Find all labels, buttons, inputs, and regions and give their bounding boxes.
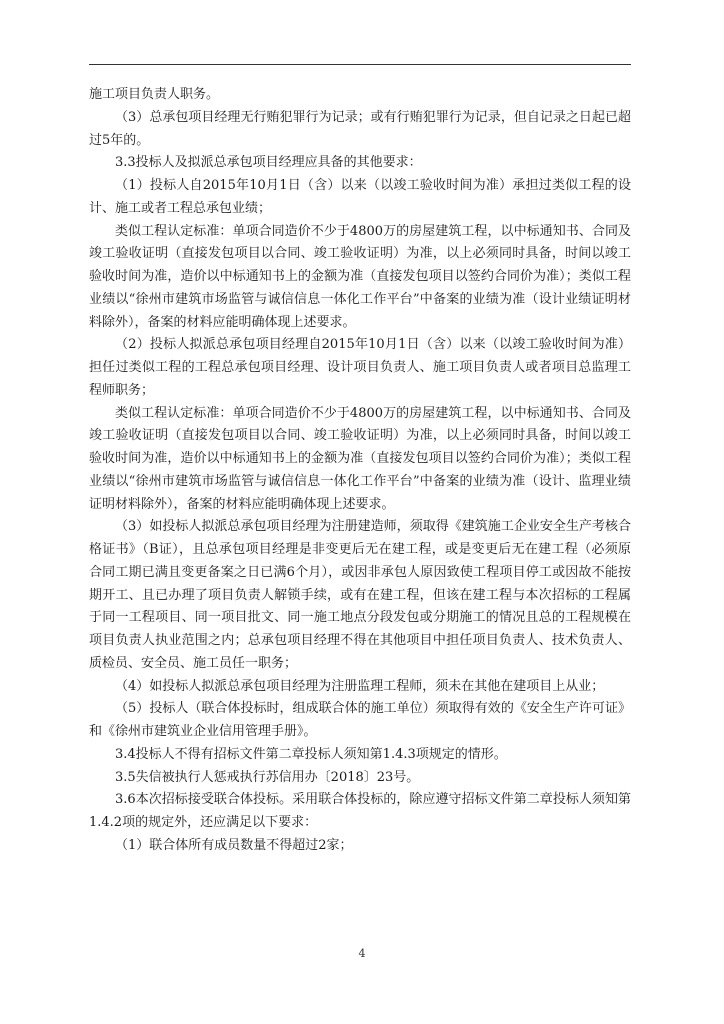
paragraph-p9: （4）如投标人拟派总承包项目经理为注册监理工程师，须未在其他在建项目上从业； [115,678,605,694]
paragraph-p12: 3.5失信被执行人惩戒执行苏信用办〔2018〕23号。 [115,769,420,785]
paragraph-p8: （3）如投标人拟派总承包项目经理为注册建造师，须取得《建筑施工企业安全生产考核合格证书》（B证），且总承包项目经理是非变更后无在建工程，或是变更后无在建工程（必须原合同工期已满且变更备案之日已满6个月），或因非承包人原因致使工程项目停工或因故不能按期开工、且已办理了项目负责人解锁手续，或有在建工程，但该在建工程与本次招标的工程属于同一工程项目、同一项目批文、同一施工地点分段发包或分期施工的情况且总的工程规模在项目负责人执业范围之内；总承包项目经理不得在其他项目中担任项目负责人、技术负责人、质检员、安全员、施工员任一职务； [89,519,631,671]
body-text [89,84,631,858]
paragraph-p5: 类似工程认定标准：单项合同造价不少于4800万的房屋建筑工程，以中标通知书、合同及竣工验收证明（直接发包项目以合同、竣工验收证明）为准，以上必须同时具备，时间以竣工验收时间为准，造价以中标通知书上的金额为准（直接发包项目以签约合同价为准）；类似工程业绩以“徐州市建筑市场监管与诚信信息一体化工作平台”中备案的业绩为准（设计业绩证明材料除外），备案的材料应能明确体现上述要求。 [89,223,631,330]
page-number: 4 [358,947,366,960]
paragraph-p10: （5）投标人（联合体投标时，组成联合体的施工单位）须取得有效的《安全生产许可证》和《徐州市建筑业企业信用管理手册》。 [89,701,631,739]
paragraph-p3: 3.3投标人及拟派总承包项目经理应具备的其他要求： [115,155,422,171]
paragraph-p7: 类似工程认定标准：单项合同造价不少于4800万的房屋建筑工程，以中标通知书、合同及竣工验收证明（直接发包项目以合同、竣工验收证明）为准，以上必须同时具备，时间以竣工验收时间为准，造价以中标通知书上的金额为准（直接发包项目以签约合同价为准）；类似工程业绩以“徐州市建筑市场监管与诚信信息一体化工作平台”中备案的业绩为准（设计、监理业绩证明材料除外），备案的材料应能明确体现上述要求。 [89,405,631,512]
paragraph-p1: 施工项目负责人职务。 [89,87,220,102]
paragraph-p11: 3.4投标人不得有招标文件第二章投标人须知第1.4.3项规定的情形。 [115,746,507,762]
paragraph-p13: 3.6本次招标接受联合体投标。采用联合体投标的，除应遵守招标文件第二章投标人须知第1.4.2项的规定外，还应满足以下要求： [89,792,631,830]
paragraph-p4: （1）投标人自2015年10月1日（含）以来（以竣工验收时间为准）承担过类似工程的设计、施工或者工程总承包业绩； [89,178,631,216]
paragraph-p14: （1）联合体所有成员数量不得超过2家； [115,837,353,853]
paragraph-p6: （2）投标人拟派总承包项目经理自2015年10月1日（含）以来（以竣工验收时间为准）担任过类似工程的工程总承包项目经理、设计项目负责人、施工项目负责人或者项目总监理工程师职务； [89,337,631,398]
header-rule [89,64,631,65]
paragraph-p2: （3）总承包项目经理无行贿犯罪行为记录；或有行贿犯罪行为记录，但自记录之日起已超过5年的。 [89,109,631,148]
